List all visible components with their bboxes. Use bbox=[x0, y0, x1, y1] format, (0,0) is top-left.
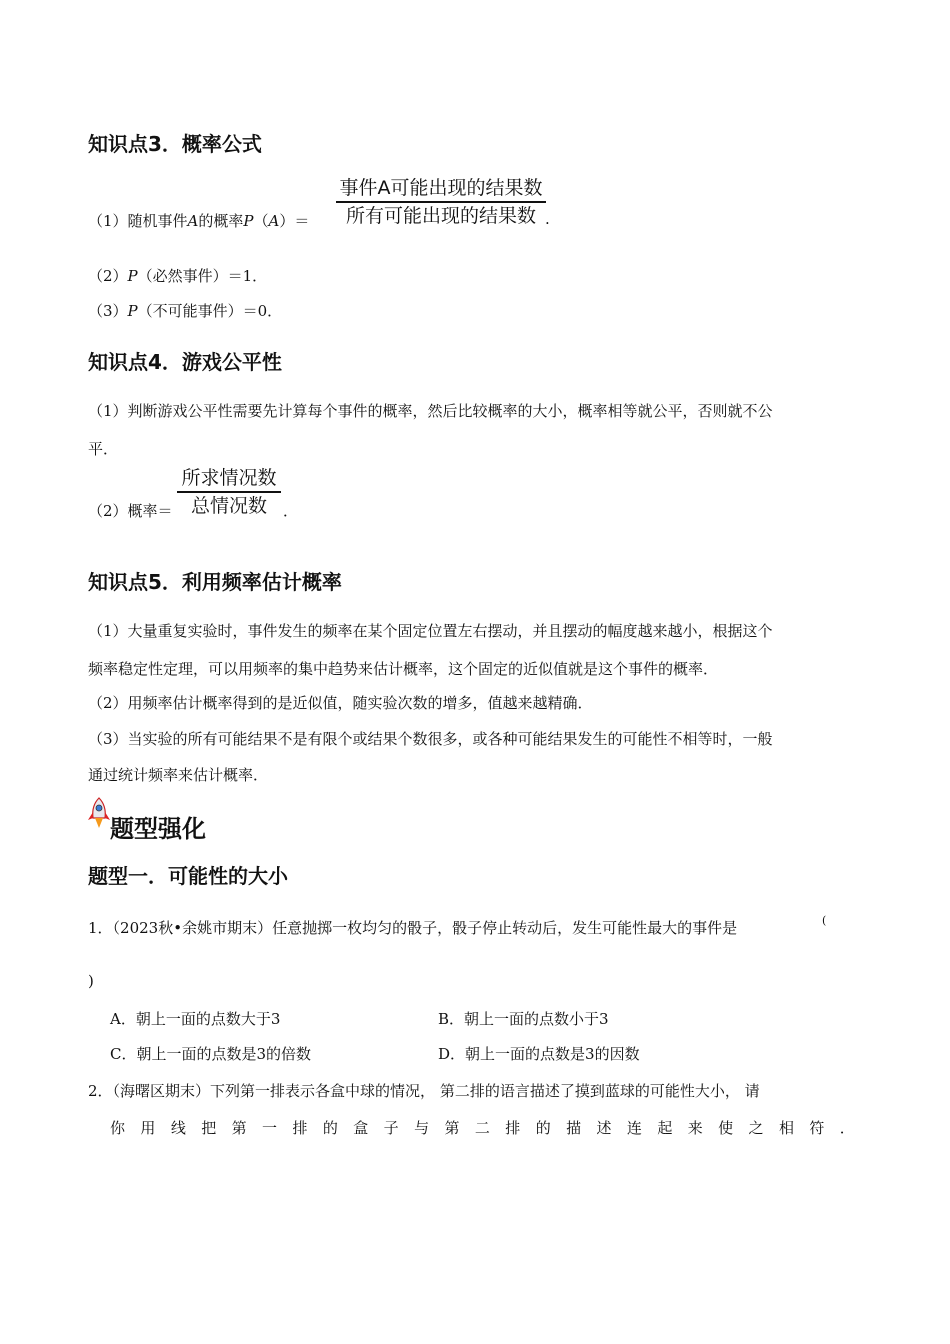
q2-char: 的 bbox=[322, 1119, 338, 1137]
q2-char: 与 bbox=[414, 1119, 430, 1137]
k4-line-1b: 平． bbox=[88, 440, 119, 458]
text: （1）随机事件 bbox=[88, 212, 188, 230]
q2-char: 用 bbox=[140, 1119, 156, 1137]
k5-line-1b: 频率稳定性定理，可以用频率的集中趋势来估计概率，这个固定的近似值就是这个事件的概率． bbox=[88, 660, 719, 678]
text: （3） bbox=[88, 302, 128, 320]
q2-char: 一 bbox=[262, 1119, 278, 1137]
fraction-denominator: 总情况数 bbox=[190, 495, 267, 517]
q2-char: 排 bbox=[505, 1119, 521, 1137]
k4-line-1a: （1）判断游戏公平性需要先计算每个事件的概率，然后比较概率的大小，概率相等就公平，否则就不公 bbox=[88, 402, 773, 420]
q2-char: 排 bbox=[292, 1119, 308, 1137]
q2-stem: 2．（海曙区期末）下列第一排表示各盒中球的情况， 第二排的语言描述了摸到蓝球的可能性大小， 请 bbox=[88, 1082, 760, 1100]
q1-close-paren: ) bbox=[88, 972, 94, 990]
heading-type-1: 题型一．可能性的大小 bbox=[88, 864, 288, 888]
text: （ bbox=[253, 212, 269, 230]
q2-char: 连 bbox=[626, 1119, 642, 1137]
q2-char: 二 bbox=[474, 1119, 490, 1137]
fraction-numerator: 所求情况数 bbox=[181, 467, 277, 489]
heading-k4: 知识点4．游戏公平性 bbox=[88, 350, 282, 374]
q2-char: 使 bbox=[718, 1119, 734, 1137]
k3-line-2 bbox=[88, 265, 267, 286]
text: （2） bbox=[88, 267, 128, 285]
text: （必然事件）＝1． bbox=[137, 267, 268, 285]
k3-line-3 bbox=[88, 300, 282, 321]
fraction-denominator: 所有可能出现的结果数 bbox=[345, 205, 536, 227]
heading-k5: 知识点5．利用频率估计概率 bbox=[88, 570, 342, 594]
q2-char: 第 bbox=[231, 1119, 247, 1137]
text: 的概率 bbox=[198, 212, 244, 230]
q2-char: 来 bbox=[687, 1119, 703, 1137]
q2-line-2 bbox=[110, 1117, 855, 1138]
q1-stem: 1．（2023秋•余姚市期末）任意抛掷一枚均匀的骰子，骰子停止转动后，发生可能性最大的事件是 bbox=[88, 919, 738, 937]
probability-formula-fraction bbox=[336, 176, 546, 228]
k3-line-1 bbox=[88, 210, 309, 231]
k4-line-2-end: ． bbox=[283, 502, 299, 520]
q2-char: 子 bbox=[383, 1119, 399, 1137]
q2-char: 把 bbox=[201, 1119, 217, 1137]
fraction-bar bbox=[336, 201, 546, 203]
var-A: A bbox=[187, 212, 199, 230]
var-A: A bbox=[268, 212, 280, 230]
q2-char: 你 bbox=[110, 1119, 126, 1137]
var-P: P bbox=[127, 302, 138, 320]
var-P: P bbox=[243, 212, 254, 230]
k4-line-2: （2）概率＝ bbox=[88, 502, 173, 520]
game-probability-fraction bbox=[177, 466, 281, 518]
k5-line-3b: 通过统计频率来估计概率． bbox=[88, 766, 269, 784]
q2-char: 相 bbox=[778, 1119, 794, 1137]
section-title: 题型强化 bbox=[110, 815, 206, 843]
q2-char: 符 bbox=[809, 1119, 825, 1137]
fraction-bar bbox=[177, 491, 281, 493]
fraction-numerator: 事件A可能出现的结果数 bbox=[339, 177, 543, 199]
q2-char: 的 bbox=[535, 1119, 551, 1137]
q2-char: ． bbox=[839, 1119, 855, 1137]
q1-option-b: B．朝上一面的点数小于3 bbox=[438, 1010, 609, 1028]
k5-line-1a: （1）大量重复实验时，事件发生的频率在某个固定位置左右摆动，并且摆动的幅度越来越小，根据这个 bbox=[88, 622, 773, 640]
q1-open-paren: ( bbox=[822, 914, 827, 927]
q1-option-c: C．朝上一面的点数是3的倍数 bbox=[110, 1045, 312, 1063]
q2-char: 线 bbox=[170, 1119, 186, 1137]
k5-line-3a: （3）当实验的所有可能结果不是有限个或结果个数很多，或各种可能结果发生的可能性不相等时，一般 bbox=[88, 730, 773, 748]
q1-option-a: A．朝上一面的点数大于3 bbox=[110, 1010, 281, 1028]
rocket-icon bbox=[86, 796, 112, 832]
k3-line-1-end: . bbox=[545, 210, 550, 228]
q2-char: 之 bbox=[748, 1119, 764, 1137]
text: ）＝ bbox=[279, 212, 310, 230]
text: （不可能事件）＝0． bbox=[137, 302, 283, 320]
q2-char: 起 bbox=[657, 1119, 673, 1137]
heading-k3: 知识点3．概率公式 bbox=[88, 132, 262, 156]
q2-char: 述 bbox=[596, 1119, 612, 1137]
q2-char: 第 bbox=[444, 1119, 460, 1137]
q2-char: 盒 bbox=[353, 1119, 369, 1137]
var-P: P bbox=[127, 267, 138, 285]
q2-char: 描 bbox=[566, 1119, 582, 1137]
k5-line-2: （2）用频率估计概率得到的是近似值，随实验次数的增多，值越来越精确． bbox=[88, 694, 593, 712]
q1-option-d: D．朝上一面的点数是3的因数 bbox=[438, 1045, 640, 1063]
